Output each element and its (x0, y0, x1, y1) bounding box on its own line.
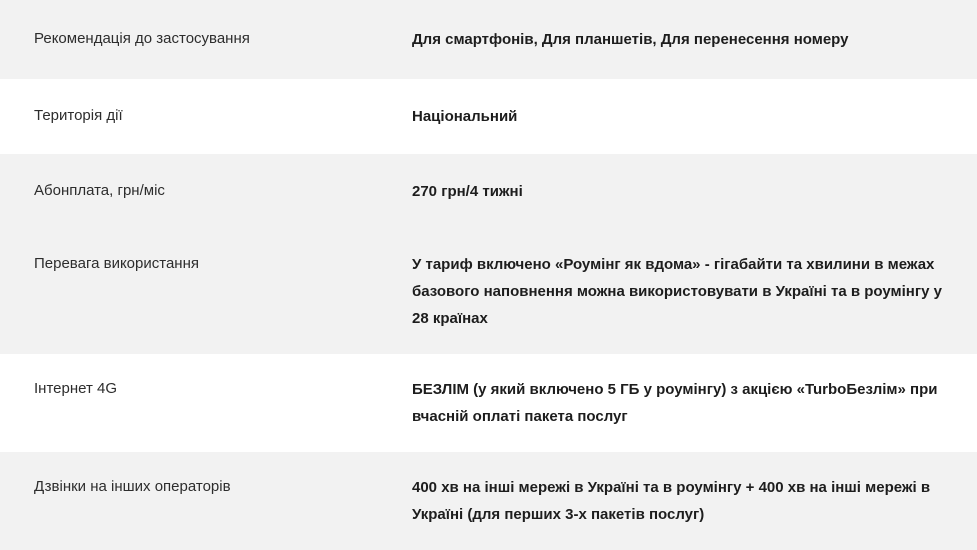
table-row (0, 0, 977, 79)
table-row (0, 452, 977, 550)
spec-label: Перевага використання (34, 255, 199, 272)
table-row (0, 354, 977, 452)
table-row (0, 154, 977, 229)
spec-label: Абонплата, грн/міс (34, 182, 165, 199)
spec-value: БЕЗЛІМ (у який включено 5 ГБ у роумінгу) з акцією «TurboБезлім» при вчасній оплаті пакета послуг (412, 381, 938, 425)
spec-value: Для смартфонів, Для планшетів, Для перенесення номеру (412, 31, 849, 48)
table-row (0, 229, 977, 354)
spec-label: Інтернет 4G (34, 380, 118, 397)
spec-label: Територія дії (34, 107, 123, 124)
spec-value: 270 грн/4 тижні (412, 183, 523, 200)
spec-value: 400 хв на інші мережі в Україні та в роумінгу + 400 хв на інші мережі в Україні (для перших 3-х пакетів послуг) (412, 479, 931, 523)
spec-value: Національний (412, 108, 518, 125)
table-row (0, 79, 977, 154)
spec-label: Дзвінки на інших операторів (34, 478, 231, 495)
spec-value: У тариф включено «Роумінг як вдома» - гігабайти та хвилини в межах базового наповнення можна використовувати в Україні та в роумінгу у 28 країнах (412, 256, 942, 327)
spec-label: Рекомендація до застосування (34, 30, 250, 47)
